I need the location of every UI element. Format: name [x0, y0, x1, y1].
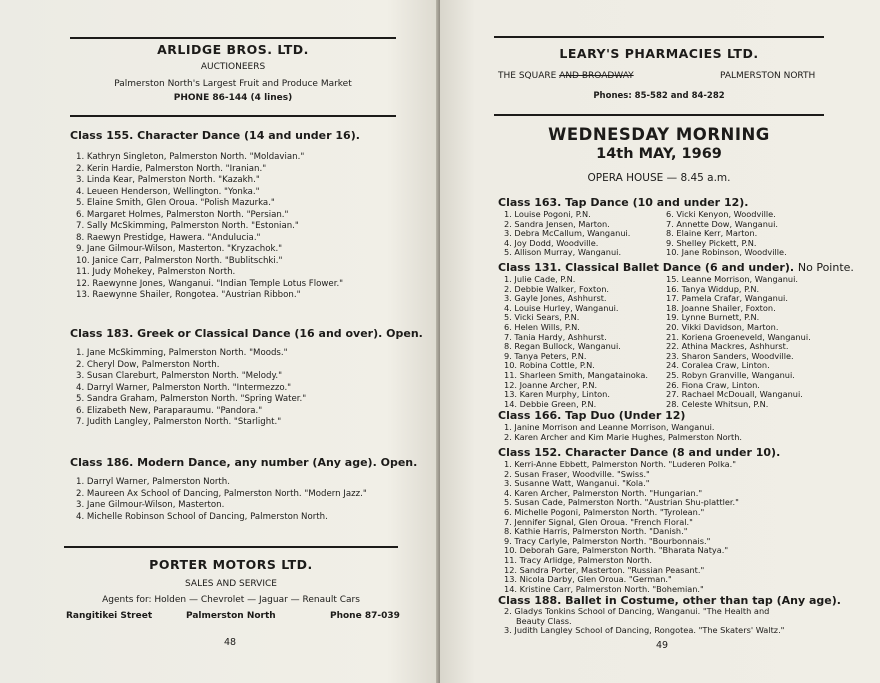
list-item: 14. Debbie Green, P.N. [504, 398, 597, 409]
list-item: 1. Darryl Warner, Palmerston North. [76, 477, 230, 487]
list-item: 6. Vicki Kenyon, Woodville. [666, 209, 776, 219]
list-item: 22. Athina Mackres, Ashhurst. [666, 341, 789, 352]
class-163-col1 [504, 210, 630, 258]
class-188-heading: Class 188. Ballet in Costume, other than tap (Any age). [498, 594, 841, 607]
learys-ad-name [494, 46, 824, 61]
list-item: 3. Susan Clareburt, Palmerston North. "Melody." [76, 371, 283, 381]
list-item: 11. Judy Mohekey, Palmerston North. [76, 267, 236, 277]
ad-street: Rangitikei Street [66, 611, 153, 621]
list-item: 17. Pamela Crafar, Wanganui. [666, 293, 788, 304]
list-item: 27. Rachael McDouall, Wanganui. [666, 389, 803, 400]
list-item: 10. Jane Robinson, Woodville. [666, 247, 787, 258]
class-186-list [76, 477, 367, 523]
ad-subtitle: AUCTIONEERS [200, 62, 266, 72]
list-item: 6. Michelle Pogoni, Palmerston North. "Tyrolean." [504, 506, 705, 517]
list-item: 8. Elaine Kerr, Marton. [666, 228, 758, 239]
ad-bottom-rule [70, 115, 396, 117]
list-item: 10. Deborah Gare, Palmerston North. "Bharata Natya." [504, 545, 729, 556]
list-item: 3. Susanne Watt, Wanganui. "Kola." [504, 478, 650, 489]
list-item: 9. Shelley Pickett, P.N. [666, 237, 757, 248]
list-item: 6. Elizabeth New, Paraparaumu. "Pandora." [76, 405, 263, 416]
list-item: 7. Annette Dow, Wanganui. [666, 218, 778, 229]
list-item: 5. Allison Murray, Wanganui. [504, 247, 622, 258]
list-item: 12. Joanne Archer, P.N. [504, 379, 598, 390]
ad-bottom-rule [494, 114, 824, 116]
class-155-heading: Class 155. Character Dance (14 and under 16). [70, 129, 360, 142]
list-item: 13. Karen Murphy, Linton. [504, 389, 610, 400]
list-item: 4. Louise Hurley, Wanganui. [504, 302, 619, 313]
list-item: 25. Robyn Granville, Wanganui. [666, 369, 795, 380]
list-item: 4. Karen Archer, Palmerston North. "Hungarian." [504, 487, 703, 498]
list-item: 2. Karen Archer and Kim Marie Hughes, Palmerston North. [504, 431, 743, 442]
list-item: 6. Helen Wills, P.N. [504, 321, 580, 332]
list-item: 23. Sharon Sanders, Woodville. [666, 350, 794, 361]
list-item: 3. Jane Gilmour-Wilson, Masterton. [76, 500, 225, 510]
ad-phone: PHONE 86-144 (4 lines) [173, 93, 293, 103]
top-rule [70, 37, 396, 39]
list-item: 2. Kerin Hardie, Palmerston North. "Iranian." [76, 163, 267, 174]
list-item: 2. Debbie Walker, Foxton. [504, 283, 610, 294]
list-item: 8. Kathie Harris, Palmerston North. "Danish." [504, 526, 688, 537]
right-page [440, 0, 880, 683]
ad-town: Palmerston North [186, 611, 276, 621]
list-item: 9. Tracy Carlyle, Palmerston North. "Bourbonnais." [504, 535, 711, 546]
list-item: 15. Leanne Morrison, Wanganui. [666, 274, 798, 284]
list-item: 8. Raewyn Prestidge, Hawera. "Andulucia." [76, 232, 261, 243]
arlidge-ad [70, 42, 396, 103]
list-item: 1. Julie Cade, P.N. [504, 274, 576, 284]
list-item: 9. Jane Gilmour-Wilson, Masterton. "Kryzachok." [76, 244, 283, 254]
class-152-list [504, 460, 739, 594]
list-item: Beauty Class. [516, 615, 572, 626]
ad-address-right: PALMERSTON NORTH [720, 71, 816, 81]
list-item: 20. Vikki Davidson, Marton. [666, 321, 779, 332]
list-item: 1. Kathryn Singleton, Palmerston North. "Moldavian." [76, 152, 305, 162]
porter-ad [64, 557, 398, 605]
page-number: 48 [224, 637, 237, 648]
list-item: 11. Sharleen Smith, Mangatainoka. [504, 369, 648, 380]
ad-subtitle: SALES AND SERVICE [185, 579, 277, 589]
class-183-list [76, 348, 306, 429]
list-item: 2. Maureen Ax School of Dancing, Palmerston North. "Modern Jazz." [76, 488, 367, 499]
class-131-note: No Pointe. [797, 261, 854, 274]
list-item: 14. Kristine Carr, Palmerston North. "Bohemian." [504, 583, 704, 594]
list-item: 11. Tracy Arlidge, Palmerston North. [504, 554, 652, 565]
class-152-heading: Class 152. Character Dance (8 and under 10). [498, 446, 781, 459]
list-item: 1. Jane McSkimming, Palmerston North. "Moods." [76, 348, 288, 358]
ad-address-struck: AND BROADWAY [559, 71, 634, 81]
list-item: 1. Janine Morrison and Leanne Morrison, Wanganui. [504, 422, 715, 432]
class-183-heading: Class 183. Greek or Classical Dance (16 and over). Open. [70, 327, 423, 340]
list-item: 26. Fiona Craw, Linton. [666, 379, 760, 390]
ad-agents: Agents for: Holden — Chevrolet — Jaguar — Renault Cars [102, 595, 360, 605]
list-item: 7. Jennifer Signal, Glen Oroua. "French Floral." [504, 516, 693, 527]
session-date: 14th MAY, 1969 [596, 146, 722, 162]
class-186-heading: Class 186. Modern Dance, any number (Any age). Open. [70, 456, 418, 469]
list-item: 2. Susan Fraser, Woodville. "Swiss." [504, 468, 650, 479]
venue: OPERA HOUSE — 8.45 a.m. [587, 172, 731, 184]
ad-phones: Phones: 85-582 and 84-282 [593, 91, 725, 101]
list-item: 4. Michelle Robinson School of Dancing, Palmerston North. [76, 511, 328, 522]
class-166-list [504, 423, 742, 442]
class-131-col1 [504, 275, 648, 409]
session-title: WEDNESDAY MORNING [548, 125, 770, 144]
list-item: 10. Janice Carr, Palmerston North. "Bublitschki." [76, 255, 283, 266]
list-item: 19. Lynne Burnett, P.N. [666, 312, 760, 323]
list-item: 12. Sandra Porter, Masterton. "Russian Peasant." [504, 564, 705, 575]
ad-address-left: THE SQUARE [498, 71, 557, 81]
list-item: 5. Vicki Sears, P.N. [504, 312, 580, 323]
list-item: 1. Louise Pogoni, P.N. [504, 209, 591, 219]
list-item: 5. Elaine Smith, Glen Oroua. "Polish Mazurka." [76, 198, 275, 208]
class-155-list [76, 152, 343, 302]
class-131-col2 [666, 275, 811, 409]
ad-name: LEARY'S PHARMACIES LTD. [559, 46, 759, 61]
class-131-heading [498, 261, 854, 274]
list-item: 6. Margaret Holmes, Palmerston North. "Persian." [76, 209, 289, 220]
ad-address [498, 71, 634, 81]
list-item: 21. Koriena Groeneveld, Wanganui. [666, 331, 811, 342]
list-item: 7. Sally McSkimming, Palmerston North. "Estonian." [76, 221, 299, 231]
list-item: 7. Tania Hardy, Ashhurst. [504, 331, 607, 342]
list-item: 9. Tanya Peters, P.N. [504, 350, 587, 361]
class-166-heading: Class 166. Tap Duo (Under 12) [498, 409, 686, 422]
list-item: 18. Joanne Shailer, Foxton. [666, 302, 776, 313]
ad-line: Palmerston North's Largest Fruit and Produce Market [114, 79, 352, 89]
list-item: 4. Leueen Henderson, Wellington. "Yonka." [76, 186, 260, 197]
list-item: 7. Judith Langley, Palmerston North. "Starlight." [76, 417, 282, 427]
list-item: 8. Regan Bullock, Wanganui. [504, 341, 621, 352]
list-item: 10. Robina Cottle, P.N. [504, 360, 595, 371]
list-item: 4. Darryl Warner, Palmerston North. "Intermezzo." [76, 382, 292, 393]
list-item: 1. Kerri-Anne Ebbett, Palmerston North. "Luderen Polka." [504, 459, 737, 469]
list-item: 3. Debra McCallum, Wanganui. [504, 228, 631, 239]
list-item: 2. Gladys Tonkins School of Dancing, Wanganui. "The Health and [504, 606, 770, 616]
list-item: 3. Linda Kear, Palmerston North. "Kazakh." [76, 175, 260, 185]
class-131-title: Class 131. Classical Ballet Dance (6 and under). [498, 261, 795, 274]
list-item: 5. Susan Cade, Palmerston North. "Austrian Shu-plattler." [504, 497, 739, 508]
list-item: 3. Judith Langley School of Dancing, Rongotea. "The Skaters' Waltz." [504, 625, 785, 636]
list-item: 2. Sandra Jensen, Marton. [504, 218, 610, 229]
ad-name: PORTER MOTORS LTD. [149, 557, 313, 572]
list-item: 13. Raewynne Shailer, Rongotea. "Austrian Ribbon." [76, 290, 301, 300]
list-item: 2. Cheryl Dow, Palmerston North. [76, 359, 220, 370]
ad-phone: Phone 87-039 [330, 611, 400, 621]
list-item: 4. Joy Dodd, Woodville. [504, 237, 599, 248]
top-rule [494, 36, 824, 38]
class-163-heading: Class 163. Tap Dance (10 and under 12). [498, 196, 749, 209]
page-number: 49 [656, 640, 669, 651]
ad-name: ARLIDGE BROS. LTD. [157, 42, 309, 57]
class-163-col2 [666, 210, 787, 258]
list-item: 13. Nicola Darby, Glen Oroua. "German." [504, 574, 672, 585]
list-item: 28. Celeste Whitsun, P.N. [666, 398, 769, 409]
list-item: 16. Tanya Widdup, P.N. [666, 283, 760, 294]
list-item: 12. Raewynne Jones, Wanganui. "Indian Temple Lotus Flower." [76, 278, 344, 289]
class-188-list [504, 607, 784, 636]
list-item: 24. Coralea Craw, Linton. [666, 360, 770, 371]
list-item: 3. Gayle Jones, Ashhurst. [504, 293, 607, 304]
list-item: 5. Sandra Graham, Palmerston North. "Spring Water." [76, 394, 307, 404]
porter-top-rule [64, 546, 398, 548]
